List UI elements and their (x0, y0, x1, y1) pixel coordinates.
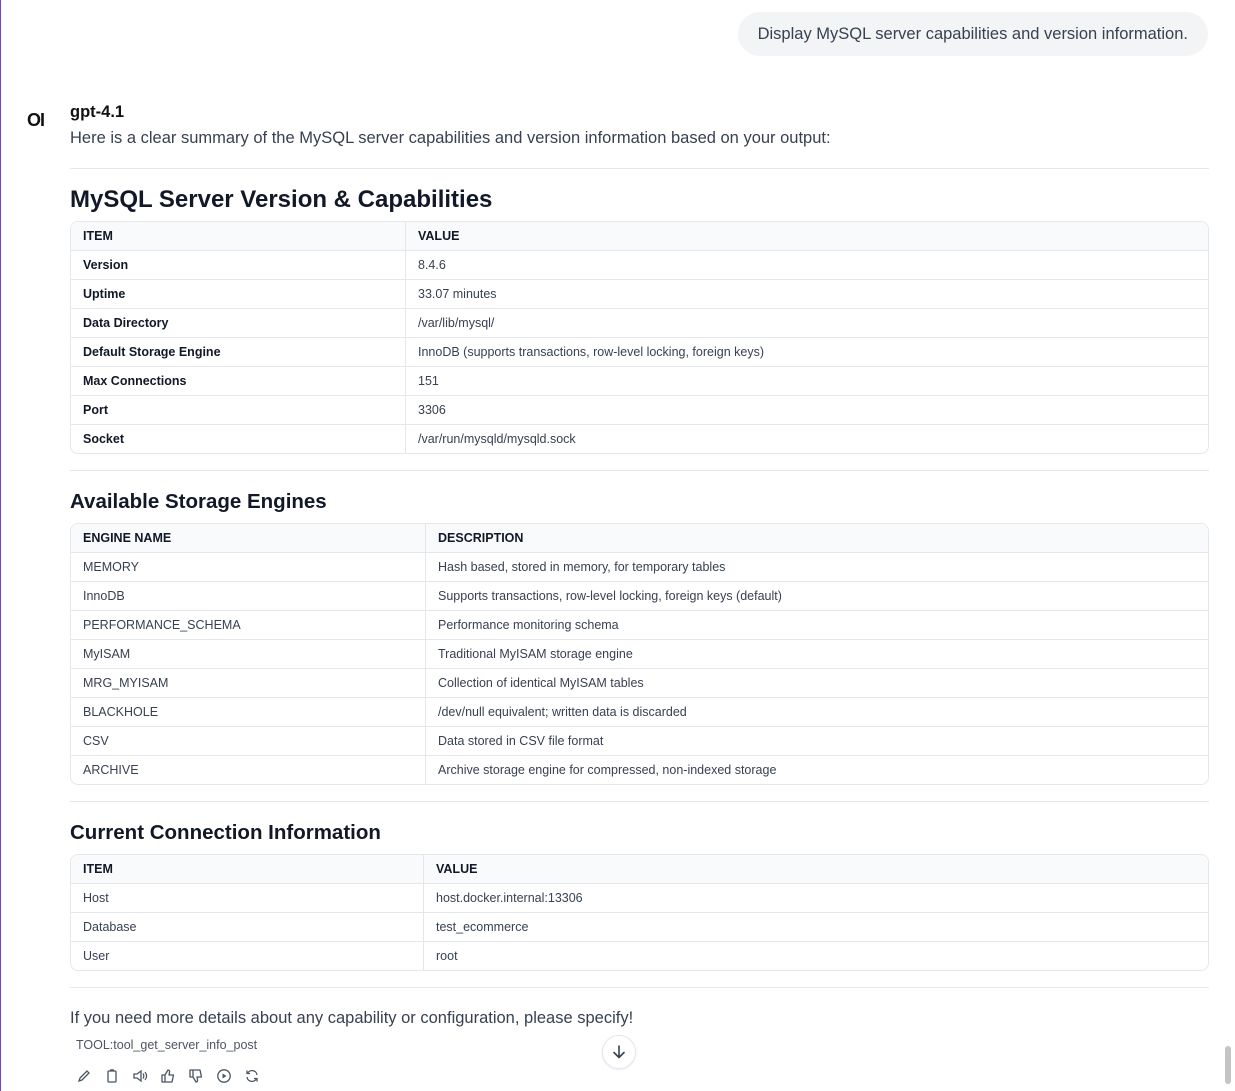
divider (70, 470, 1209, 471)
connection-info-table (70, 854, 1209, 971)
table-row (71, 669, 1208, 698)
table-row (71, 942, 1208, 970)
table-cell-value: Supports transactions, row-level locking, foreign keys (default) (426, 582, 1208, 611)
table-cell-key: Socket (71, 425, 406, 453)
divider (70, 801, 1209, 802)
table-row (71, 396, 1208, 425)
divider (70, 987, 1209, 988)
table-cell-value: /dev/null equivalent; written data is discarded (426, 698, 1208, 727)
message-actions (74, 1066, 262, 1086)
table-cell-key: Data Directory (71, 309, 406, 338)
table-cell-value: 33.07 minutes (406, 280, 1208, 309)
thumbs-down-icon[interactable] (186, 1066, 206, 1086)
regenerate-icon[interactable] (242, 1066, 262, 1086)
table-cell-key: User (71, 942, 424, 970)
edit-icon[interactable] (74, 1066, 94, 1086)
model-name: gpt-4.1 (70, 103, 125, 121)
user-message-bubble (738, 12, 1208, 56)
table-cell-value: Data stored in CSV file format (426, 727, 1208, 756)
table-row (71, 425, 1208, 453)
table-cell-key: Uptime (71, 280, 406, 309)
table-cell-value: 8.4.6 (406, 251, 1208, 280)
table-cell-value: /var/run/mysqld/mysqld.sock (418, 432, 576, 446)
table-header: ITEM (71, 222, 406, 251)
table-header: ITEM (71, 855, 424, 884)
table-cell-key: Port (71, 396, 406, 425)
storage-engines-table (70, 523, 1209, 785)
model-avatar: OI (27, 110, 45, 130)
tool-tag: TOOL:tool_get_server_info_post (76, 1038, 258, 1052)
table-row (71, 884, 1208, 913)
arrow-down-icon (611, 1044, 627, 1060)
table-row (71, 582, 1208, 611)
table-row (71, 280, 1208, 309)
table-cell-value: /var/lib/mysql/ (406, 309, 1208, 338)
table-cell-value: Hash based, stored in memory, for temporary tables (426, 553, 1208, 582)
table-cell-value: Collection of identical MyISAM tables (426, 669, 1208, 698)
assistant-outro-text: If you need more details about any capability or configuration, please specify! (70, 1009, 634, 1027)
server-info-table (70, 221, 1209, 454)
table-row (71, 611, 1208, 640)
table-cell-key: Max Connections (71, 367, 406, 396)
play-icon[interactable] (214, 1066, 234, 1086)
table-cell-value: Archive storage engine for compressed, non-indexed storage (438, 763, 777, 777)
table-cell-value: 3306 (406, 396, 1208, 425)
table-row (71, 309, 1208, 338)
thumbs-up-icon[interactable] (158, 1066, 178, 1086)
assistant-intro-text: Here is a clear summary of the MySQL server capabilities and version information based on your output: (70, 129, 831, 147)
table-header: ENGINE NAME (71, 524, 426, 553)
table-cell-value: host.docker.internal:13306 (424, 884, 1208, 913)
copy-icon[interactable] (102, 1066, 122, 1086)
section-title-server: MySQL Server Version & Capabilities (70, 186, 493, 213)
divider (70, 168, 1209, 169)
table-cell-key: MEMORY (71, 553, 426, 582)
table-row (71, 698, 1208, 727)
table-header: DESCRIPTION (426, 524, 1208, 553)
table-cell-value: 151 (406, 367, 1208, 396)
table-cell-value: Performance monitoring schema (426, 611, 1208, 640)
table-cell-value: InnoDB (supports transactions, row-level locking, foreign keys) (406, 338, 1208, 367)
speaker-icon[interactable] (130, 1066, 150, 1086)
table-cell-key: Default Storage Engine (71, 338, 406, 367)
table-cell-value: test_ecommerce (424, 913, 1208, 942)
table-cell-key: PERFORMANCE_SCHEMA (71, 611, 426, 640)
table-row (71, 913, 1208, 942)
table-cell-key: Host (71, 884, 424, 913)
table-row (71, 367, 1208, 396)
table-cell-key: Database (71, 913, 424, 942)
table-cell-value: Traditional MyISAM storage engine (426, 640, 1208, 669)
scrollbar-thumb[interactable] (1225, 1046, 1231, 1084)
table-cell-value: root (436, 949, 458, 963)
table-row (71, 553, 1208, 582)
table-row (71, 640, 1208, 669)
section-title-connection: Current Connection Information (70, 821, 381, 844)
section-title-engines: Available Storage Engines (70, 490, 327, 513)
table-cell-key: ARCHIVE (71, 756, 426, 784)
table-row (71, 756, 1208, 784)
user-message-text: Display MySQL server capabilities and version information. (757, 24, 1188, 43)
table-cell-key: Version (71, 251, 406, 280)
scroll-down-button[interactable] (602, 1035, 636, 1069)
table-cell-key: InnoDB (71, 582, 426, 611)
table-row (71, 251, 1208, 280)
table-cell-key: CSV (71, 727, 426, 756)
table-row (71, 727, 1208, 756)
table-header: VALUE (406, 222, 1208, 251)
table-cell-key: MRG_MYISAM (71, 669, 426, 698)
table-header: VALUE (424, 855, 1208, 884)
table-row (71, 338, 1208, 367)
table-cell-key: BLACKHOLE (71, 698, 426, 727)
table-cell-key: MyISAM (71, 640, 426, 669)
